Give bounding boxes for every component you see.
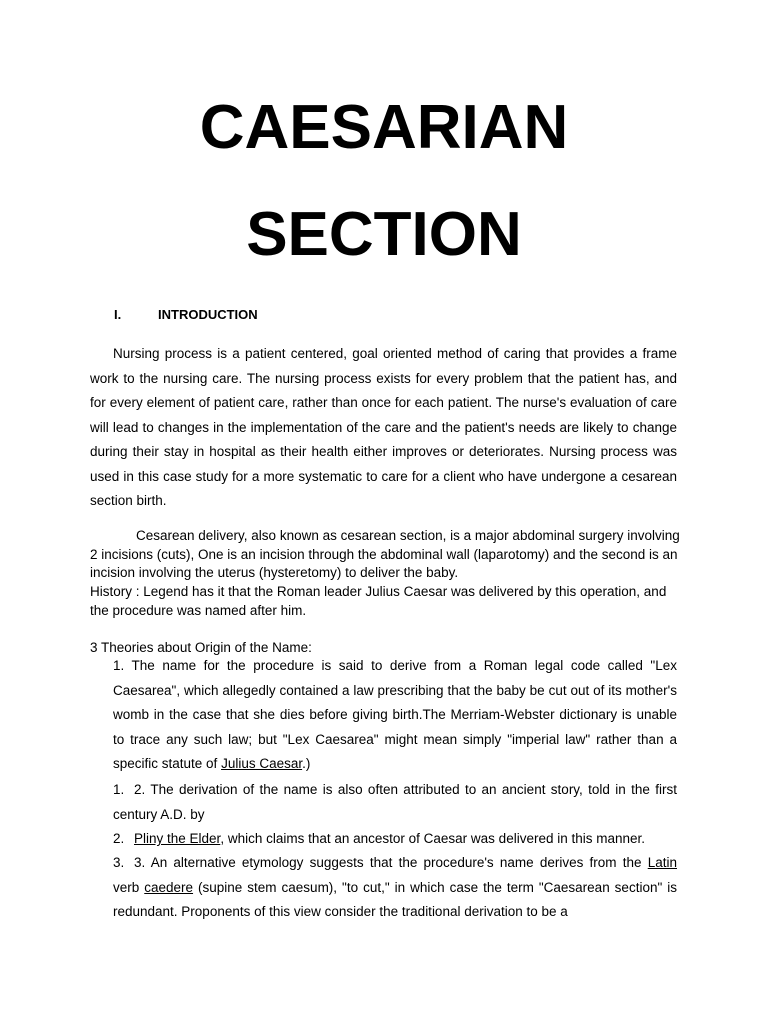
theory-1-text: 1. The name for the procedure is said to derive from a Roman legal code called "Lex Caesarea", which allegedly contained a law prescribing that the baby be cut out of its mother's womb in the case that she dies before giving birth.The Merriam-Webster dictionary is unable to trace any such law; but "Lex Caesarea" might mean simply "imperial law" rather than a specific statute of [113, 658, 677, 771]
list-number: 1. [113, 782, 125, 797]
theory-3-text-end: (supine stem caesum), "to cut," in which case the term "Caesarean section" is redundant. Proponents of this view consider the traditional derivation to be a [113, 879, 677, 919]
history-paragraph: History : Legend has it that the Roman leader Julius Caesar was delivered by this operation, and the procedure was named after him. [90, 584, 667, 618]
document-title-line-1: CAESARIAN [199, 93, 569, 162]
section-heading-introduction [114, 307, 258, 322]
pliny-the-elder-link[interactable]: Pliny the Elder [134, 831, 221, 846]
list-number: 2. [113, 831, 125, 846]
document-title-line-2: SECTION [246, 200, 522, 269]
intro-paragraph [90, 342, 677, 514]
intro-paragraph-text: Nursing process is a patient centered, goal oriented method of caring that provides a frame work to the nursing care. The nursing process exists for every problem that the patient has, and for every element of patient care, rather than once for each patient. The nurse's evaluation of care will lead to changes in the implementation of the care and the patient's needs are likely to change during their stay in hospital as their health either improves or deteriorates. Nursing process was used in this case study for a more systematic to care for a client who have undergone a cesarean section birth. [90, 346, 677, 508]
theory-3-text-middle: verb [113, 879, 145, 895]
theory-2b-text: , which claims that an ancestor of Caesar was delivered in this manner. [220, 831, 646, 846]
theory-item-2 [113, 778, 677, 827]
theory-item-2b [113, 827, 677, 852]
cesarean-paragraph-text: Cesarean delivery, also known as cesarean section, is a major abdominal surgery involving 2 incisions (cuts), One is an incision through the abdominal wall (laparotomy) and the second is an incision involving the uterus (hysteretomy) to deliver the baby. [90, 528, 680, 580]
theory-1-text-end: .) [302, 756, 311, 771]
theory-2-text: 2. The derivation of the name is also often attributed to an ancient story, told in the first century A.D. by [113, 782, 677, 822]
latin-link[interactable]: Latin [647, 855, 677, 870]
theory-3-text: 3. An alternative etymology suggests that the procedure's name derives from the [134, 855, 648, 870]
list-number: 3. [113, 855, 125, 870]
theories-heading: 3 Theories about Origin of the Name: [90, 640, 312, 655]
theory-item-1 [113, 654, 677, 777]
theory-item-3 [113, 851, 677, 925]
cesarean-paragraph [90, 527, 680, 583]
section-number: I. [114, 307, 122, 322]
caedere-link[interactable]: caedere [144, 879, 194, 895]
julius-caesar-link[interactable]: Julius Caesar [221, 756, 303, 771]
section-title: INTRODUCTION [158, 307, 258, 322]
